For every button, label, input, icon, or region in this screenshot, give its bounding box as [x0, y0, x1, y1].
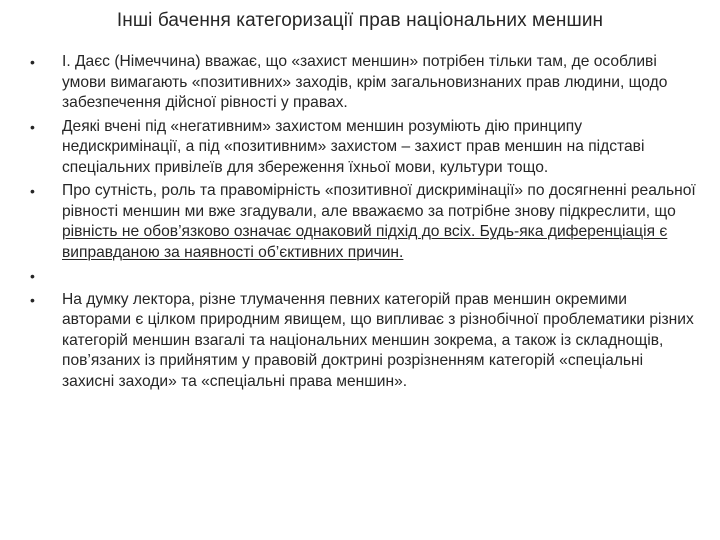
- bullet-item-empty: [30, 266, 696, 287]
- bullet-icon: •: [30, 118, 35, 135]
- bullet-item: [30, 52, 696, 114]
- underlined-emphasis-text: рівність не обов’язково означає однаковий підхід до всіх. Будь-яка диференціація є виправданою за наявності об’єктивних причин.: [62, 223, 668, 261]
- bullet-item: [30, 117, 696, 179]
- bullet-list: [30, 52, 696, 392]
- bullet-item: [30, 181, 696, 263]
- bullet-icon: •: [30, 183, 35, 199]
- bullet-icon: •: [30, 291, 35, 308]
- bullet-text: І. Даєс (Німеччина) вважає, що «захист меншин» потрібен тільки там, де особливі умови вимагають «позитивних» заходів, крім загальновизнаних прав людини, щодо забезпечення дійсної рівності у правах.: [62, 53, 668, 111]
- bullet-text: На думку лектора, різне тлумачення певних категорій прав меншин окремими авторами є цілком природним явищем, що випливає з різнобічної проблематики різних категорій меншин взагалі та національних меншин зокрема, а також із складнощів, пов’язаних із прийнятим у правовій доктрині розрізненням категорій «спеціальні захисні заходи» та «спеціальні права меншин».: [62, 290, 694, 390]
- bullet-text: Про сутність, роль та правомірність «позитивної дискримінації» по досягненні реальної рівності меншин ми вже згадували, але вважаємо за потрібне знову підкреслити, що: [62, 182, 696, 220]
- slide-title: Інші бачення категоризації прав національних меншин: [116, 10, 604, 31]
- bullet-text: Деякі вчені під «негативним» захистом меншин розуміють дію принципу недискримінації, а під «позитивним» захистом – захист прав меншин на підставі спеціальних привілеїв для збереження їхньої мови, культури тощо.: [62, 117, 645, 176]
- bullet-icon: •: [30, 54, 35, 70]
- bullet-icon: •: [30, 268, 35, 284]
- bullet-item: [30, 290, 696, 393]
